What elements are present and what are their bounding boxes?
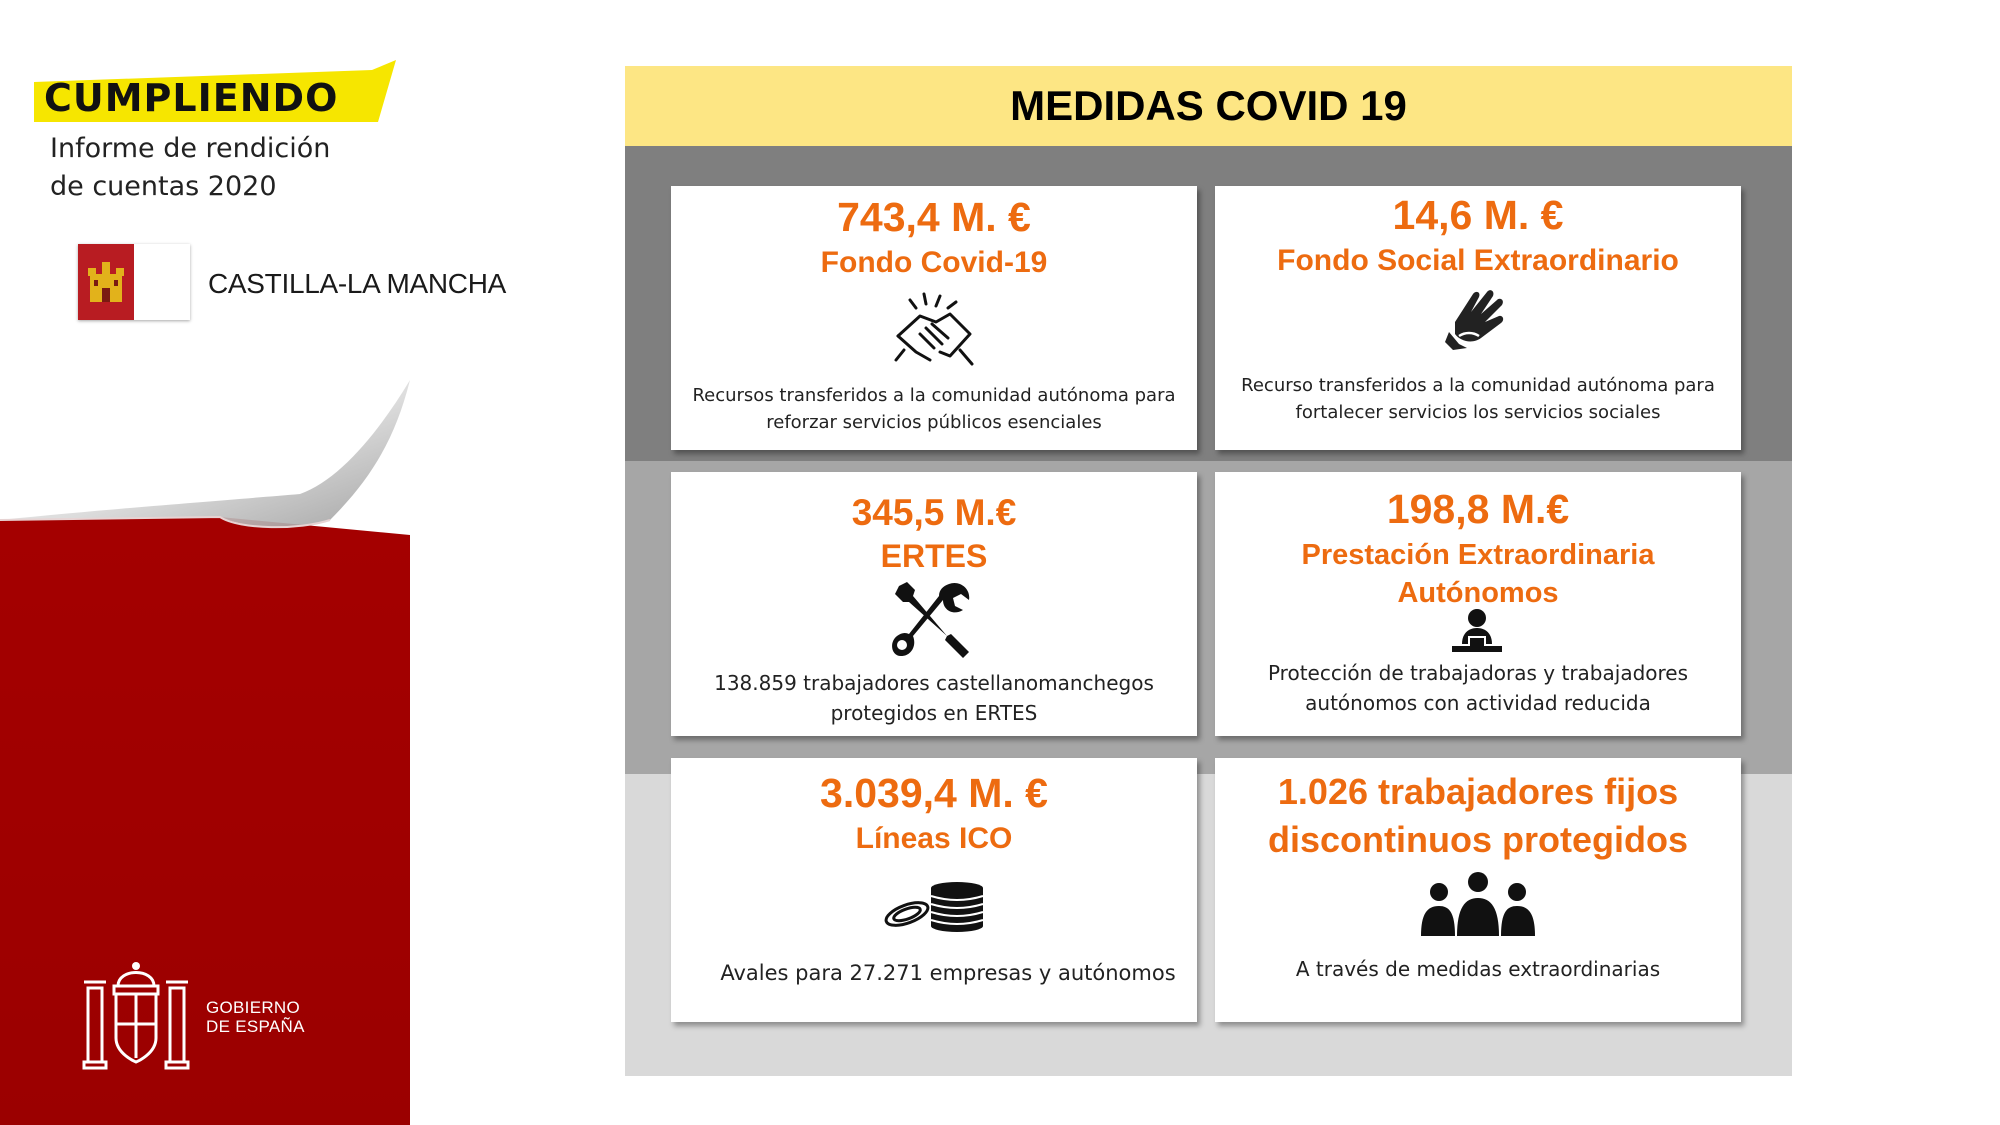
coins-icon <box>883 880 987 932</box>
coat-of-arms-icon <box>80 958 192 1072</box>
card-fondo-social <box>1215 186 1741 450</box>
card-description-line2: fortalecer servicios los servicios sociales <box>1295 402 1661 423</box>
card-fondo-covid <box>671 186 1197 450</box>
covid-measures-panel <box>625 66 1792 1076</box>
card-description-line1: Avales para 27.271 empresas y autónomos <box>720 961 1176 985</box>
card-label-line2: Autónomos <box>1397 577 1559 609</box>
government-line1: GOBIERNO <box>206 998 301 1017</box>
card-description-line1: Protección de trabajadoras y trabajadores <box>1267 661 1689 685</box>
card-fijos-discontinuos <box>1215 758 1741 1022</box>
card-description-line1: Recursos transferidos a la comunidad autónoma para <box>692 385 1176 406</box>
card-amount: 14,6 M. € <box>1392 192 1564 238</box>
group-icon <box>1421 872 1535 938</box>
card-amount: 743,4 M. € <box>837 194 1031 240</box>
card-label-line1: Prestación Extraordinaria <box>1301 539 1655 571</box>
region-flag <box>78 244 190 320</box>
brand-subtitle-line2: de cuentas 2020 <box>50 171 277 202</box>
card-amount-line1: 1.026 trabajadores fijos <box>1277 771 1679 812</box>
card-ertes <box>671 472 1197 736</box>
card-lineas-ico <box>671 758 1197 1022</box>
card-description <box>681 382 1187 436</box>
worker-at-desk-icon <box>1452 608 1502 656</box>
card-label: ERTES <box>880 538 988 574</box>
flag-crimson-half <box>78 244 134 320</box>
card-label: Fondo Covid-19 <box>820 246 1048 279</box>
card-label <box>1215 536 1741 612</box>
decorative-background <box>0 380 410 1125</box>
card-description <box>1225 658 1731 718</box>
brand-subtitle <box>50 130 410 206</box>
card-description <box>1225 372 1731 426</box>
card-amount <box>1215 768 1741 864</box>
region-name: CASTILLA-LA MANCHA <box>208 268 507 299</box>
card-amount-line2: discontinuos protegidos <box>1268 819 1688 860</box>
card-description-line1: 138.859 trabajadores castellanomanchegos <box>714 671 1154 695</box>
flag-white-half <box>134 244 190 320</box>
handshake-icon <box>890 290 978 370</box>
card-description-line2: reforzar servicios públicos esenciales <box>766 412 1102 433</box>
panel-title: MEDIDAS COVID 19 <box>1010 82 1407 129</box>
government-name <box>206 998 305 1036</box>
card-description-line2: protegidos en ERTES <box>830 701 1038 725</box>
castle-icon <box>86 258 126 306</box>
government-line2: DE ESPAÑA <box>206 1017 305 1036</box>
card-description <box>681 958 1201 988</box>
card-prestacion-autonomos <box>1215 472 1741 736</box>
card-description-line1: A través de medidas extraordinarias <box>1295 957 1661 981</box>
brand-title: CUMPLIENDO <box>44 76 339 120</box>
tools-icon <box>891 580 975 660</box>
card-label: Fondo Social Extraordinario <box>1277 244 1679 277</box>
helping-hands-icon <box>1445 286 1507 350</box>
card-description <box>1225 954 1731 984</box>
card-amount: 345,5 M.€ <box>851 492 1017 533</box>
brand-subtitle-line1: Informe de rendición <box>50 133 331 164</box>
card-label: Líneas ICO <box>855 822 1013 855</box>
card-amount: 198,8 M.€ <box>1386 486 1570 532</box>
card-amount: 3.039,4 M. € <box>820 770 1048 816</box>
card-description-line1: Recurso transferidos a la comunidad autónoma para <box>1241 375 1715 396</box>
card-description <box>681 668 1187 728</box>
panel-header <box>625 66 1792 146</box>
card-description-line2: autónomos con actividad reducida <box>1305 691 1651 715</box>
